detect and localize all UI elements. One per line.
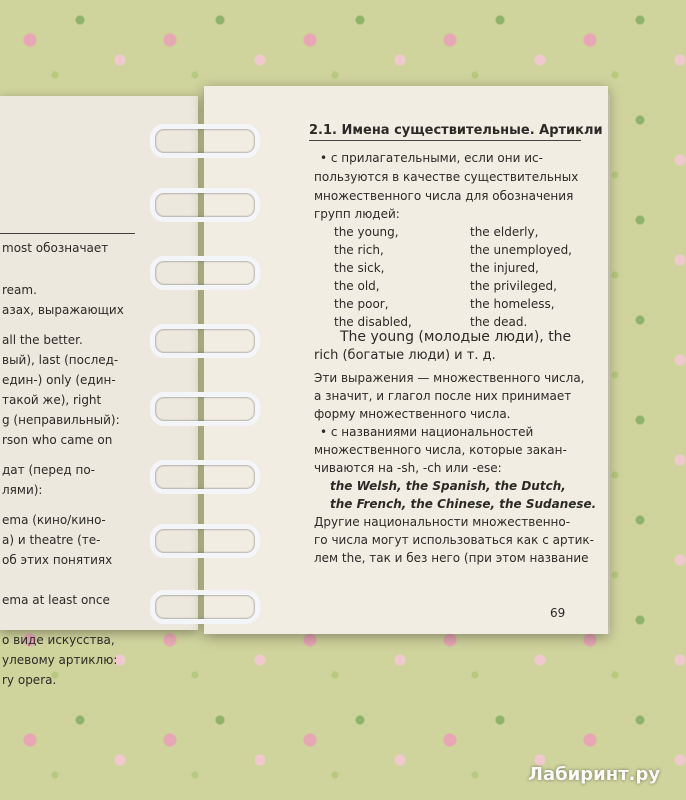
body-line: чиваются на -sh, -ch или -ese: (314, 461, 502, 475)
adjective-noun: the disabled, (334, 315, 412, 329)
left-line: а) и theatre (те- (2, 533, 101, 547)
adjective-noun: the injured, (470, 261, 539, 275)
left-line: лями): (2, 483, 43, 497)
left-line: ry opera. (2, 673, 57, 687)
left-line: вый), last (послед- (2, 353, 119, 367)
left-line: улевому артиклю: (2, 653, 118, 667)
intro-line: • с прилагательными, если они ис- (320, 151, 543, 165)
body-line: множественного числа, которые закан- (314, 443, 567, 457)
left-line: такой же), right (2, 393, 102, 407)
body-line: Другие национальности множественно- (314, 515, 571, 529)
adjective-noun: the elderly, (470, 225, 539, 239)
body-line: го числа могут использоваться как с артик- (314, 533, 594, 547)
spiral-ring (150, 392, 254, 420)
spiral-ring (150, 256, 254, 284)
header-rule (309, 140, 581, 141)
intro-line: групп людей: (314, 207, 400, 221)
adjective-noun: the homeless, (470, 297, 555, 311)
left-line: most обозначает (2, 241, 109, 255)
left-line: rson who came on (2, 433, 113, 447)
left-line: об этих понятиях (2, 553, 113, 567)
left-line: all the better. (2, 333, 83, 347)
left-line: g (неправильный): (2, 413, 120, 427)
left-line: ema at least once (2, 593, 110, 607)
spiral-ring (150, 124, 254, 152)
nationalities-line: the French, the Chinese, the Sudanese. (330, 497, 597, 511)
intro-line: множественного числа для обозначения (314, 189, 574, 203)
adjective-noun: the poor, (334, 297, 389, 311)
adjective-noun: the unemployed, (470, 243, 572, 257)
spiral-ring (150, 324, 254, 352)
spiral-ring (150, 188, 254, 216)
adjective-noun: the dead. (470, 315, 528, 329)
adjective-noun: the privileged, (470, 279, 557, 293)
left-page-rule (0, 233, 135, 234)
body-line: • с названиями национальностей (320, 425, 534, 439)
left-line: азах, выражающих (2, 303, 124, 317)
intro-line: пользуются в качестве существительных (314, 170, 579, 184)
watermark: Лабиринт.ру (528, 764, 661, 785)
adjective-noun: the rich, (334, 243, 384, 257)
body-line: Эти выражения — множественного числа, (314, 371, 585, 385)
body-line: форму множественного числа. (314, 407, 511, 421)
nationalities-line: the Welsh, the Spanish, the Dutch, (330, 479, 566, 493)
spiral-ring (150, 524, 254, 552)
example-line: rich (богатые люди) и т. д. (314, 348, 496, 363)
adjective-noun: the old, (334, 279, 380, 293)
page-number: 69 (550, 606, 566, 620)
body-line: а значит, и глагол после них принимает (314, 389, 572, 403)
left-line: о виде искусства, (2, 633, 115, 647)
spiral-ring (150, 590, 254, 618)
left-line: един-) only (един- (2, 373, 116, 387)
left-line: ema (кино/кино- (2, 513, 106, 527)
body-line: лем the, так и без него (при этом название (314, 551, 589, 565)
spiral-ring (150, 460, 254, 488)
section-header: 2.1. Имена существительные. Артикли (309, 123, 603, 138)
adjective-noun: the sick, (334, 261, 385, 275)
left-line: дат (перед по- (2, 463, 95, 477)
adjective-noun: the young, (334, 225, 399, 239)
example-line: The young (молодые люди), the (340, 329, 572, 345)
left-line: ream. (2, 283, 37, 297)
